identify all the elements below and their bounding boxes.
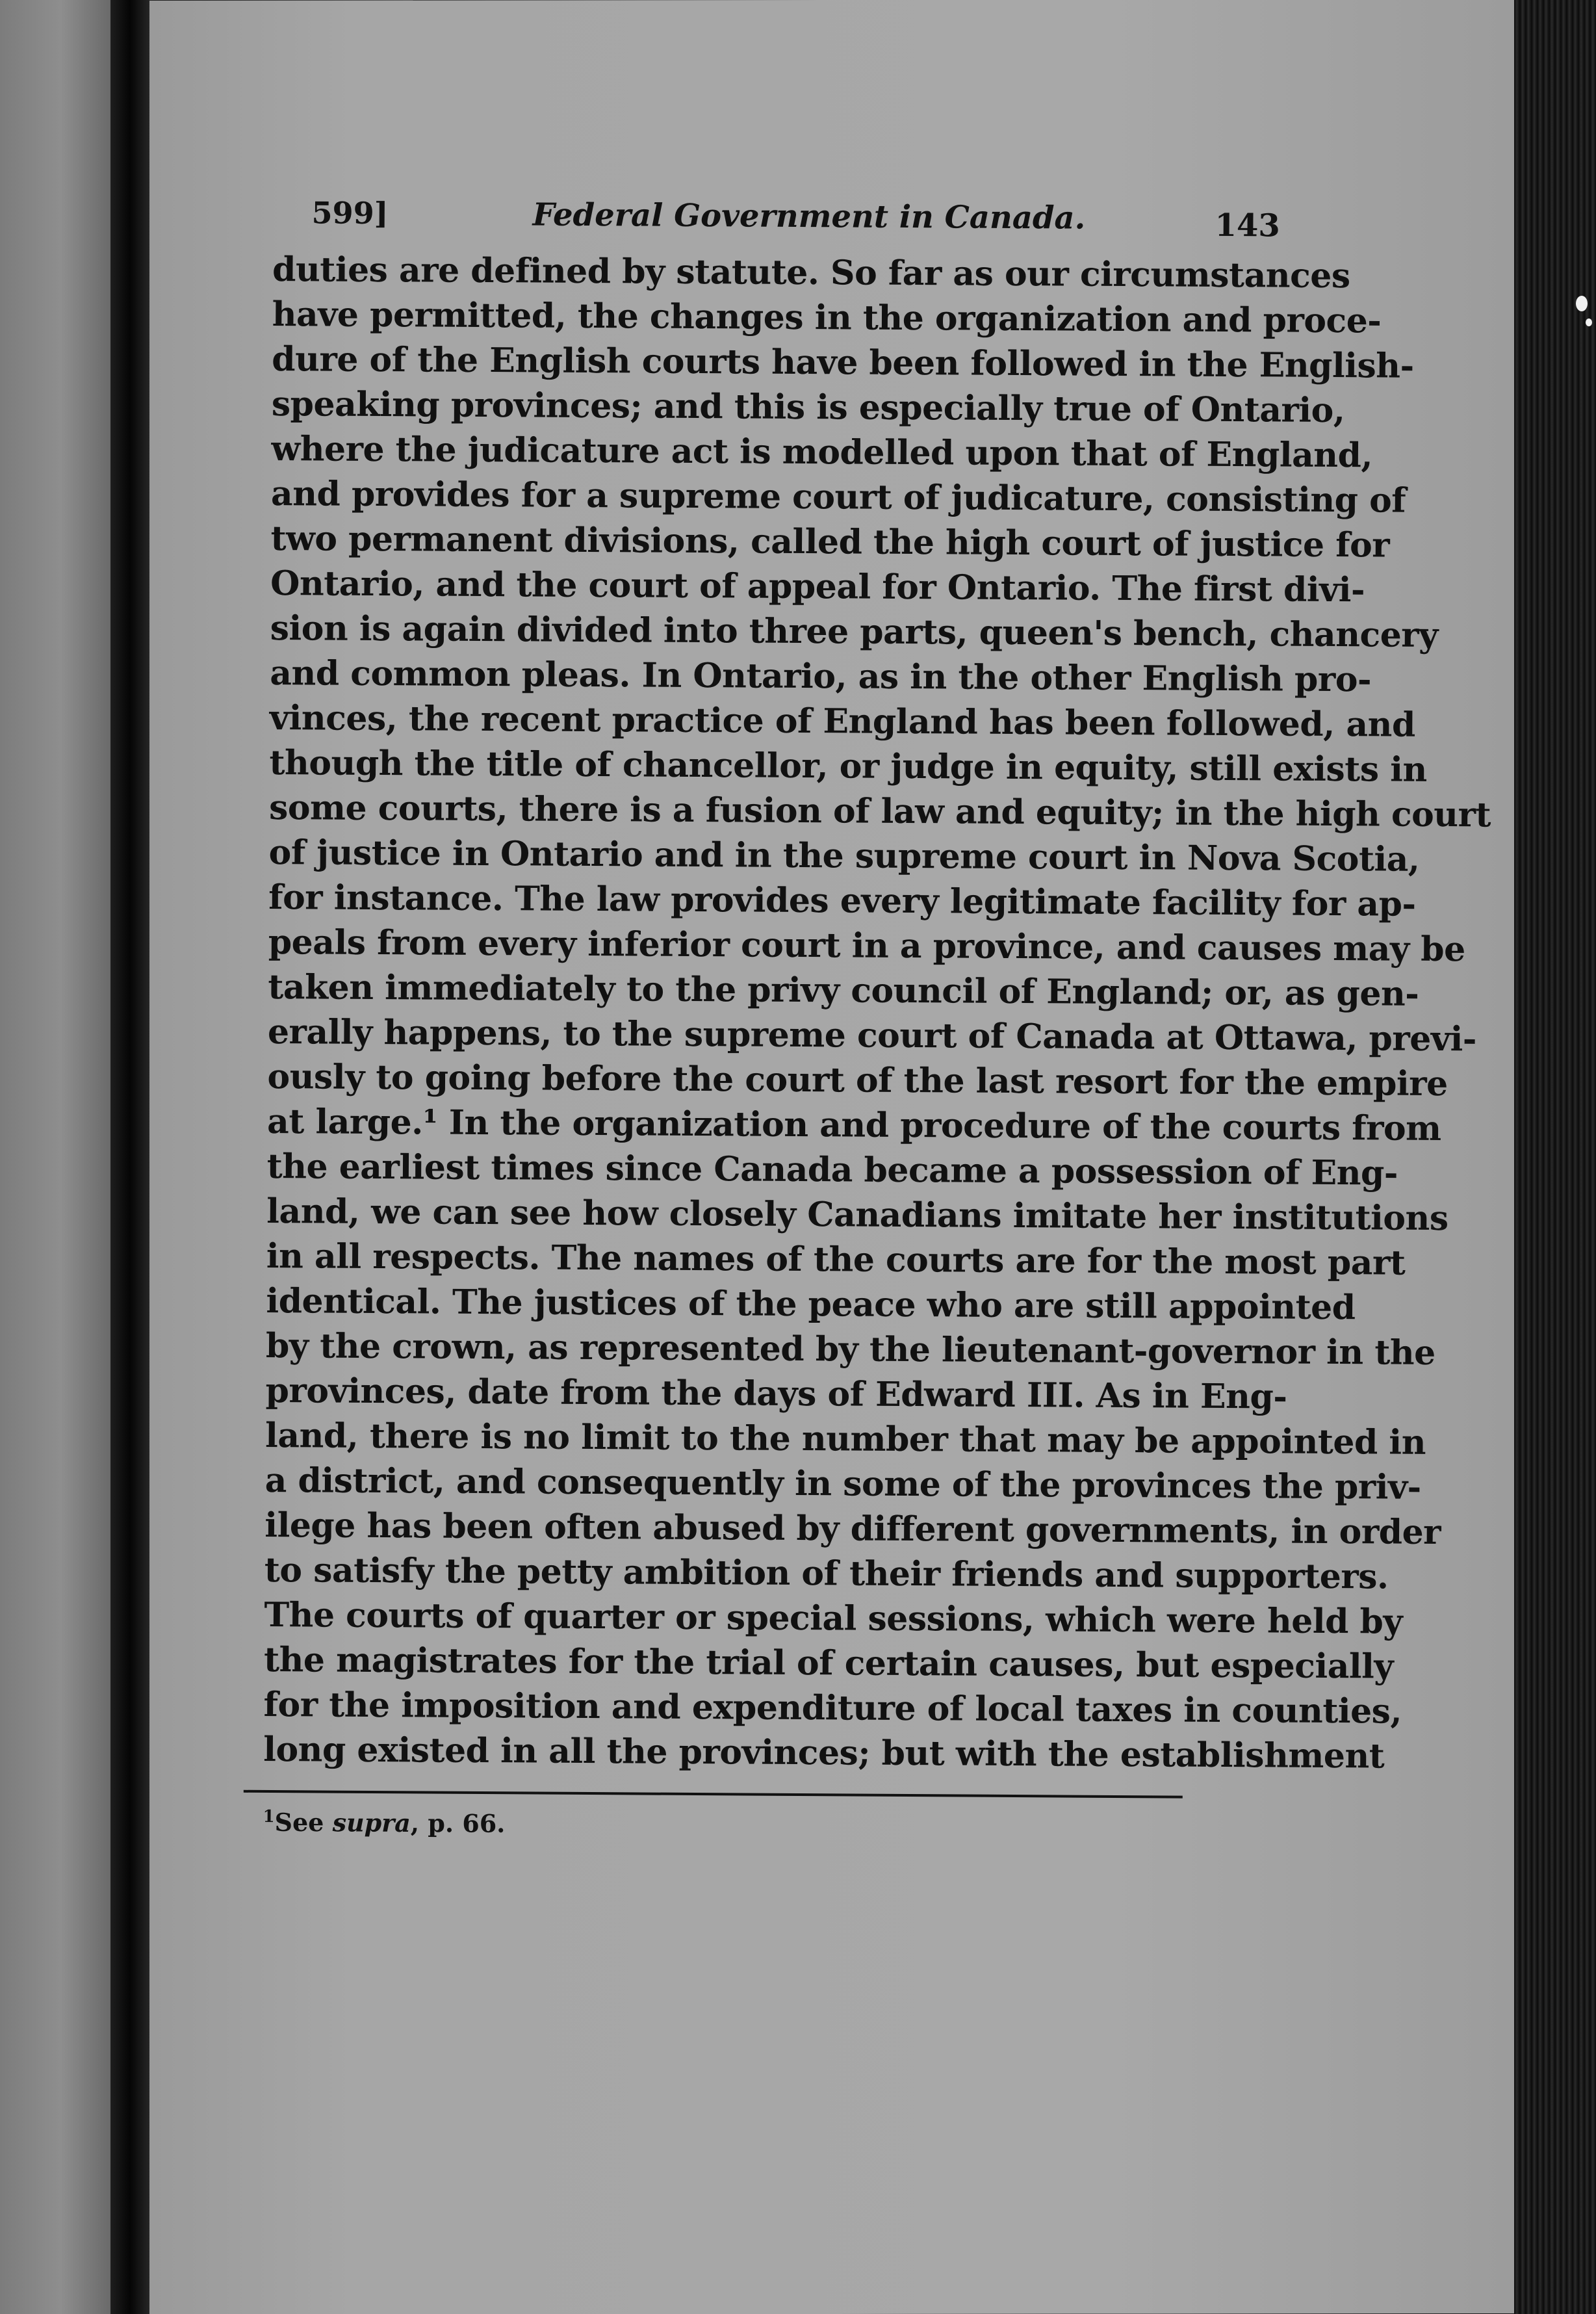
scan-speck xyxy=(1586,318,1592,326)
running-title: Federal Government in Canada. xyxy=(532,196,1086,237)
text-line: some courts, there is a fusion of law and equity; in the high court xyxy=(268,787,1491,835)
text-line: vinces, the recent practice of England has been followed, and xyxy=(269,697,1415,745)
running-head xyxy=(272,176,1280,253)
footnote-suffix: , p. 66. xyxy=(410,1808,506,1838)
text-line: by the crown, as represented by the lieutenant-governor in the xyxy=(265,1325,1435,1373)
text-line: identical. The justices of the peace who are still appointed xyxy=(266,1280,1356,1328)
text-line: taken immediately to the privy council of England; or, as gen- xyxy=(268,967,1419,1014)
text-line: ilege has been often abused by different governments, in order xyxy=(264,1505,1441,1553)
text-line: for the imposition and expenditure of local taxes in counties, xyxy=(263,1684,1402,1732)
text-line: the earliest times since Canada became a possession of Eng- xyxy=(266,1146,1398,1193)
text-line: ously to going before the court of the last resort for the empire xyxy=(267,1056,1448,1104)
body-text xyxy=(263,247,1491,1778)
text-line: provinces, date from the days of Edward III. As in Eng- xyxy=(265,1370,1287,1417)
text-line: land, there is no limit to the number that may be appointed in xyxy=(264,1415,1426,1462)
text-line: of justice in Ontario and in the supreme court in Nova Scotia, xyxy=(268,832,1420,879)
text-line: erally happens, to the supreme court of Canada at Ottawa, previ- xyxy=(267,1011,1477,1060)
footnote-marker: 1 xyxy=(263,1806,275,1827)
text-line: where the judicature act is modelled upon that of England, xyxy=(271,428,1373,476)
book-gutter xyxy=(110,0,149,2314)
text-line: long existed in all the provinces; but with the establishment xyxy=(263,1729,1385,1776)
text-line: the magistrates for the trial of certain causes, but especially xyxy=(263,1639,1394,1687)
text-line: in all respects. The names of the courts are for the most part xyxy=(266,1236,1406,1283)
text-line: at large.¹ In the organization and procedure of the courts from xyxy=(266,1101,1441,1149)
text-line: dure of the English courts have been followed in the English- xyxy=(272,339,1414,386)
text-line: peals from every inferior court in a province, and causes may be xyxy=(268,922,1465,970)
footnote-prefix: See xyxy=(274,1807,324,1838)
text-line: a district, and consequently in some of the provinces the priv- xyxy=(264,1460,1421,1507)
footnote-reference: supra xyxy=(332,1808,411,1838)
text-line: land, we can see how closely Canadians imitate her institutions xyxy=(266,1191,1448,1239)
text-line: sion is again divided into three parts, queen's bench, chancery xyxy=(270,608,1439,655)
text-line: though the title of chancellor, or judge in equity, still exists in xyxy=(269,742,1427,790)
text-line: to satisfy the petty ambition of their friends and supporters. xyxy=(264,1550,1389,1597)
page-number: 143 xyxy=(1215,207,1280,244)
text-line: and common pleas. In Ontario, as in the other English pro- xyxy=(270,653,1372,700)
text-line: have permitted, the changes in the organization and proce- xyxy=(272,294,1382,341)
text-line: two permanent divisions, called the high court of justice for xyxy=(270,518,1390,566)
footnote xyxy=(263,1807,1263,1843)
previous-page-edge xyxy=(0,0,110,2314)
page-stack-edge xyxy=(1514,0,1596,2314)
scan-speck xyxy=(1576,296,1588,311)
text-line: The courts of quarter or special sessions, which were held by xyxy=(264,1594,1403,1642)
page-text-block xyxy=(263,176,1491,1843)
footnote-rule xyxy=(244,1790,1183,1799)
section-page-reference: 599] xyxy=(311,195,389,231)
text-line: and provides for a supreme court of judicature, consisting of xyxy=(270,473,1406,521)
text-line: Ontario, and the court of appeal for Ontario. The first divi- xyxy=(270,563,1365,610)
text-line: speaking provinces; and this is especially true of Ontario, xyxy=(271,384,1345,431)
text-line: duties are defined by statute. So far as our circumstances xyxy=(272,249,1350,296)
text-line: for instance. The law provides every legitimate facility for ap- xyxy=(268,877,1416,924)
